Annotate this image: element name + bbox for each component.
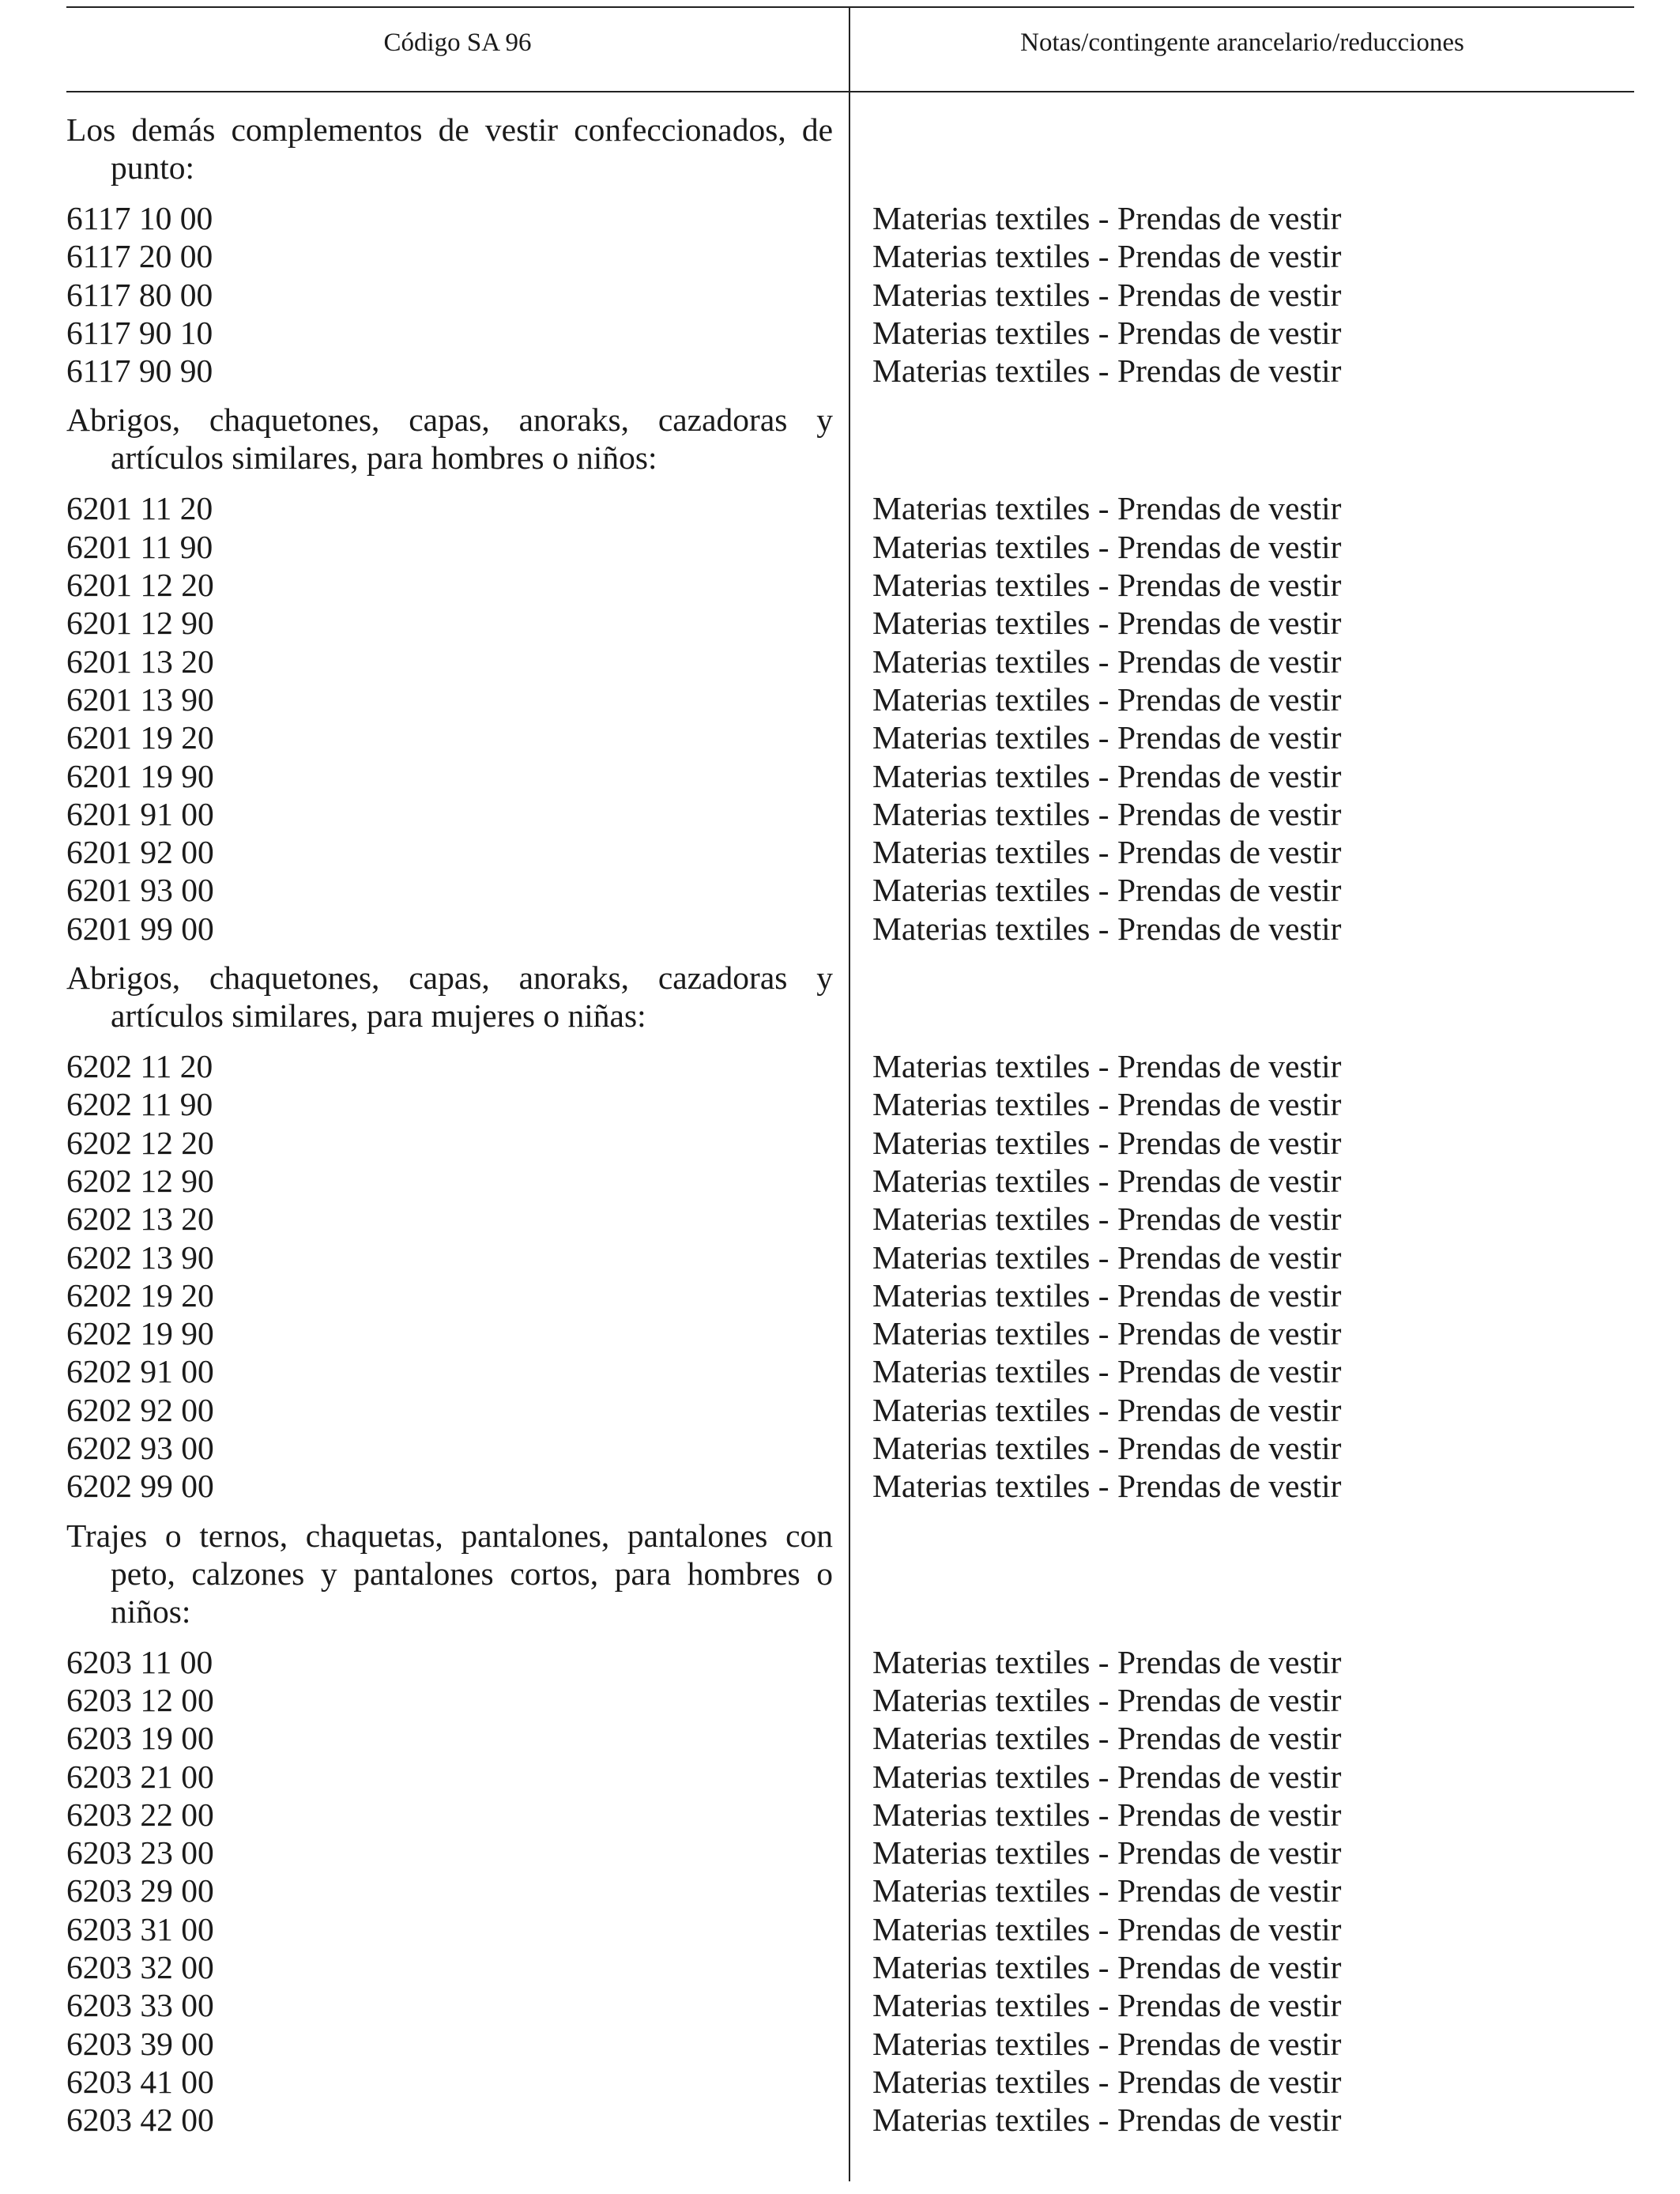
row-note: Materias textiles - Prendas de vestir <box>872 1758 1342 1795</box>
group-title: Abrigos, chaquetones, capas, anoraks, cazadoras y artículos similares, para mujeres o niñas: <box>66 959 833 1035</box>
table-row <box>66 910 1634 948</box>
table-row <box>66 1047 1634 1085</box>
hs-code: 6203 12 00 <box>66 1681 214 1718</box>
header-code: Código SA 96 <box>383 28 532 57</box>
hs-code: 6203 11 00 <box>66 1643 213 1680</box>
row-note: Materias textiles - Prendas de vestir <box>872 1201 1342 1238</box>
row-note: Materias textiles - Prendas de vestir <box>872 352 1342 390</box>
hs-code: 6202 91 00 <box>66 1353 214 1390</box>
row-note: Materias textiles - Prendas de vestir <box>872 1353 1342 1390</box>
hs-code: 6201 93 00 <box>66 872 214 909</box>
hs-code: 6202 11 20 <box>66 1048 213 1085</box>
row-note: Materias textiles - Prendas de vestir <box>872 1643 1342 1680</box>
row-note: Materias textiles - Prendas de vestir <box>872 1681 1342 1718</box>
row-note: Materias textiles - Prendas de vestir <box>872 1124 1342 1161</box>
group-title: Abrigos, chaquetones, capas, anoraks, cazadoras y artículos similares, para hombres o niños: <box>66 401 833 477</box>
hs-code: 6202 19 90 <box>66 1315 214 1352</box>
row-note: Materias textiles - Prendas de vestir <box>872 795 1342 832</box>
table-row <box>66 1643 1634 1681</box>
header-bottom-rule <box>66 91 1634 92</box>
hs-code: 6201 13 90 <box>66 680 214 718</box>
hs-code: 6202 92 00 <box>66 1391 214 1428</box>
row-note: Materias textiles - Prendas de vestir <box>872 1834 1342 1872</box>
row-note: Materias textiles - Prendas de vestir <box>872 1468 1342 1505</box>
row-note: Materias textiles - Prendas de vestir <box>872 276 1342 313</box>
header-notes: Notas/contingente arancelario/reducciones <box>1020 28 1464 57</box>
table-row <box>66 199 1634 237</box>
table-row <box>66 1162 1634 1200</box>
table-row <box>66 1352 1634 1390</box>
row-note: Materias textiles - Prendas de vestir <box>872 910 1342 947</box>
tariff-group <box>66 401 1634 948</box>
table-row <box>66 276 1634 314</box>
tariff-group <box>66 1517 1634 2139</box>
hs-code: 6202 12 90 <box>66 1162 214 1199</box>
hs-code: 6201 99 00 <box>66 910 214 947</box>
row-note: Materias textiles - Prendas de vestir <box>872 605 1342 642</box>
table-row <box>66 1986 1634 2024</box>
hs-code: 6203 32 00 <box>66 1948 214 1985</box>
table-row <box>66 1910 1634 1948</box>
hs-code: 6202 93 00 <box>66 1430 214 1467</box>
hs-code: 6203 19 00 <box>66 1720 214 1757</box>
hs-code: 6203 42 00 <box>66 2102 214 2139</box>
table-row <box>66 1429 1634 1467</box>
group-title: Los demás complementos de vestir confeccionados, de punto: <box>66 111 833 186</box>
hs-code: 6203 29 00 <box>66 1872 214 1909</box>
hs-code: 6202 13 90 <box>66 1238 214 1276</box>
hs-code: 6203 22 00 <box>66 1796 214 1833</box>
hs-code: 6201 92 00 <box>66 834 214 871</box>
hs-code: 6201 12 90 <box>66 605 214 642</box>
table-row <box>66 1719 1634 1757</box>
tariff-group <box>66 959 1634 1506</box>
row-note: Materias textiles - Prendas de vestir <box>872 1086 1342 1123</box>
tariff-group <box>66 111 1634 390</box>
row-note: Materias textiles - Prendas de vestir <box>872 872 1342 909</box>
table-row <box>66 1391 1634 1429</box>
row-note: Materias textiles - Prendas de vestir <box>872 2063 1342 2100</box>
table-row <box>66 566 1634 604</box>
table-row <box>66 237 1634 275</box>
table-row <box>66 680 1634 718</box>
hs-code: 6203 21 00 <box>66 1758 214 1795</box>
table-row <box>66 352 1634 390</box>
table-row <box>66 1681 1634 1719</box>
row-note: Materias textiles - Prendas de vestir <box>872 1238 1342 1276</box>
hs-code: 6203 39 00 <box>66 2025 214 2062</box>
table-row <box>66 1467 1634 1505</box>
row-note: Materias textiles - Prendas de vestir <box>872 1796 1342 1833</box>
row-note: Materias textiles - Prendas de vestir <box>872 1276 1342 1314</box>
table-row <box>66 314 1634 352</box>
row-note: Materias textiles - Prendas de vestir <box>872 1910 1342 1947</box>
table-row <box>66 795 1634 833</box>
row-note: Materias textiles - Prendas de vestir <box>872 1987 1342 2024</box>
hs-code: 6117 20 00 <box>66 238 213 275</box>
row-note: Materias textiles - Prendas de vestir <box>872 567 1342 604</box>
hs-code: 6117 90 10 <box>66 314 213 351</box>
row-note: Materias textiles - Prendas de vestir <box>872 200 1342 236</box>
table-row <box>66 757 1634 795</box>
row-note: Materias textiles - Prendas de vestir <box>872 490 1342 527</box>
table-row <box>66 1872 1634 1909</box>
row-note: Materias textiles - Prendas de vestir <box>872 2025 1342 2062</box>
table-row <box>66 1314 1634 1352</box>
row-note: Materias textiles - Prendas de vestir <box>872 834 1342 871</box>
hs-code: 6117 10 00 <box>66 200 213 236</box>
row-note: Materias textiles - Prendas de vestir <box>872 757 1342 794</box>
table-row <box>66 1276 1634 1314</box>
row-note: Materias textiles - Prendas de vestir <box>872 643 1342 680</box>
table-row <box>66 1238 1634 1276</box>
tariff-table <box>66 0 1634 2194</box>
hs-code: 6201 12 20 <box>66 567 214 604</box>
table-row <box>66 833 1634 871</box>
table-row <box>66 1200 1634 1238</box>
group-title: Trajes o ternos, chaquetas, pantalones, pantalones con peto, calzones y pantalones cortos, para hombres o niños: <box>66 1517 833 1630</box>
hs-code: 6203 33 00 <box>66 1987 214 2024</box>
hs-code: 6117 90 90 <box>66 352 213 390</box>
table-row <box>66 1834 1634 1872</box>
hs-code: 6202 19 20 <box>66 1276 214 1314</box>
hs-code: 6201 19 20 <box>66 719 214 756</box>
table-row <box>66 1948 1634 1986</box>
table-row <box>66 1085 1634 1123</box>
table-row <box>66 489 1634 527</box>
table-top-rule <box>66 6 1634 8</box>
table-row <box>66 1796 1634 1834</box>
table-row <box>66 604 1634 642</box>
row-note: Materias textiles - Prendas de vestir <box>872 314 1342 351</box>
hs-code: 6201 11 20 <box>66 490 213 527</box>
row-note: Materias textiles - Prendas de vestir <box>872 1948 1342 1985</box>
hs-code: 6202 11 90 <box>66 1086 213 1123</box>
row-note: Materias textiles - Prendas de vestir <box>872 528 1342 565</box>
table-row <box>66 643 1634 680</box>
table-row <box>66 718 1634 756</box>
hs-code: 6202 12 20 <box>66 1124 214 1161</box>
row-note: Materias textiles - Prendas de vestir <box>872 1315 1342 1352</box>
row-note: Materias textiles - Prendas de vestir <box>872 1162 1342 1199</box>
table-body <box>66 111 1634 2150</box>
table-row <box>66 1124 1634 1162</box>
table-row <box>66 1758 1634 1796</box>
row-note: Materias textiles - Prendas de vestir <box>872 719 1342 756</box>
hs-code: 6117 80 00 <box>66 276 213 313</box>
hs-code: 6203 31 00 <box>66 1910 214 1947</box>
row-note: Materias textiles - Prendas de vestir <box>872 1430 1342 1467</box>
hs-code: 6203 23 00 <box>66 1834 214 1872</box>
hs-code: 6201 11 90 <box>66 528 213 565</box>
hs-code: 6201 19 90 <box>66 757 214 794</box>
row-note: Materias textiles - Prendas de vestir <box>872 1391 1342 1428</box>
table-row <box>66 2025 1634 2063</box>
row-note: Materias textiles - Prendas de vestir <box>872 1048 1342 1085</box>
row-note: Materias textiles - Prendas de vestir <box>872 238 1342 275</box>
row-note: Materias textiles - Prendas de vestir <box>872 680 1342 718</box>
hs-code: 6203 41 00 <box>66 2063 214 2100</box>
hs-code: 6202 99 00 <box>66 1468 214 1505</box>
table-row <box>66 871 1634 909</box>
hs-code: 6202 13 20 <box>66 1201 214 1238</box>
row-note: Materias textiles - Prendas de vestir <box>872 1872 1342 1909</box>
hs-code: 6201 13 20 <box>66 643 214 680</box>
row-note: Materias textiles - Prendas de vestir <box>872 1720 1342 1757</box>
row-note: Materias textiles - Prendas de vestir <box>872 2102 1342 2139</box>
table-row <box>66 2063 1634 2101</box>
table-row <box>66 2101 1634 2139</box>
table-row <box>66 528 1634 566</box>
hs-code: 6201 91 00 <box>66 795 214 832</box>
